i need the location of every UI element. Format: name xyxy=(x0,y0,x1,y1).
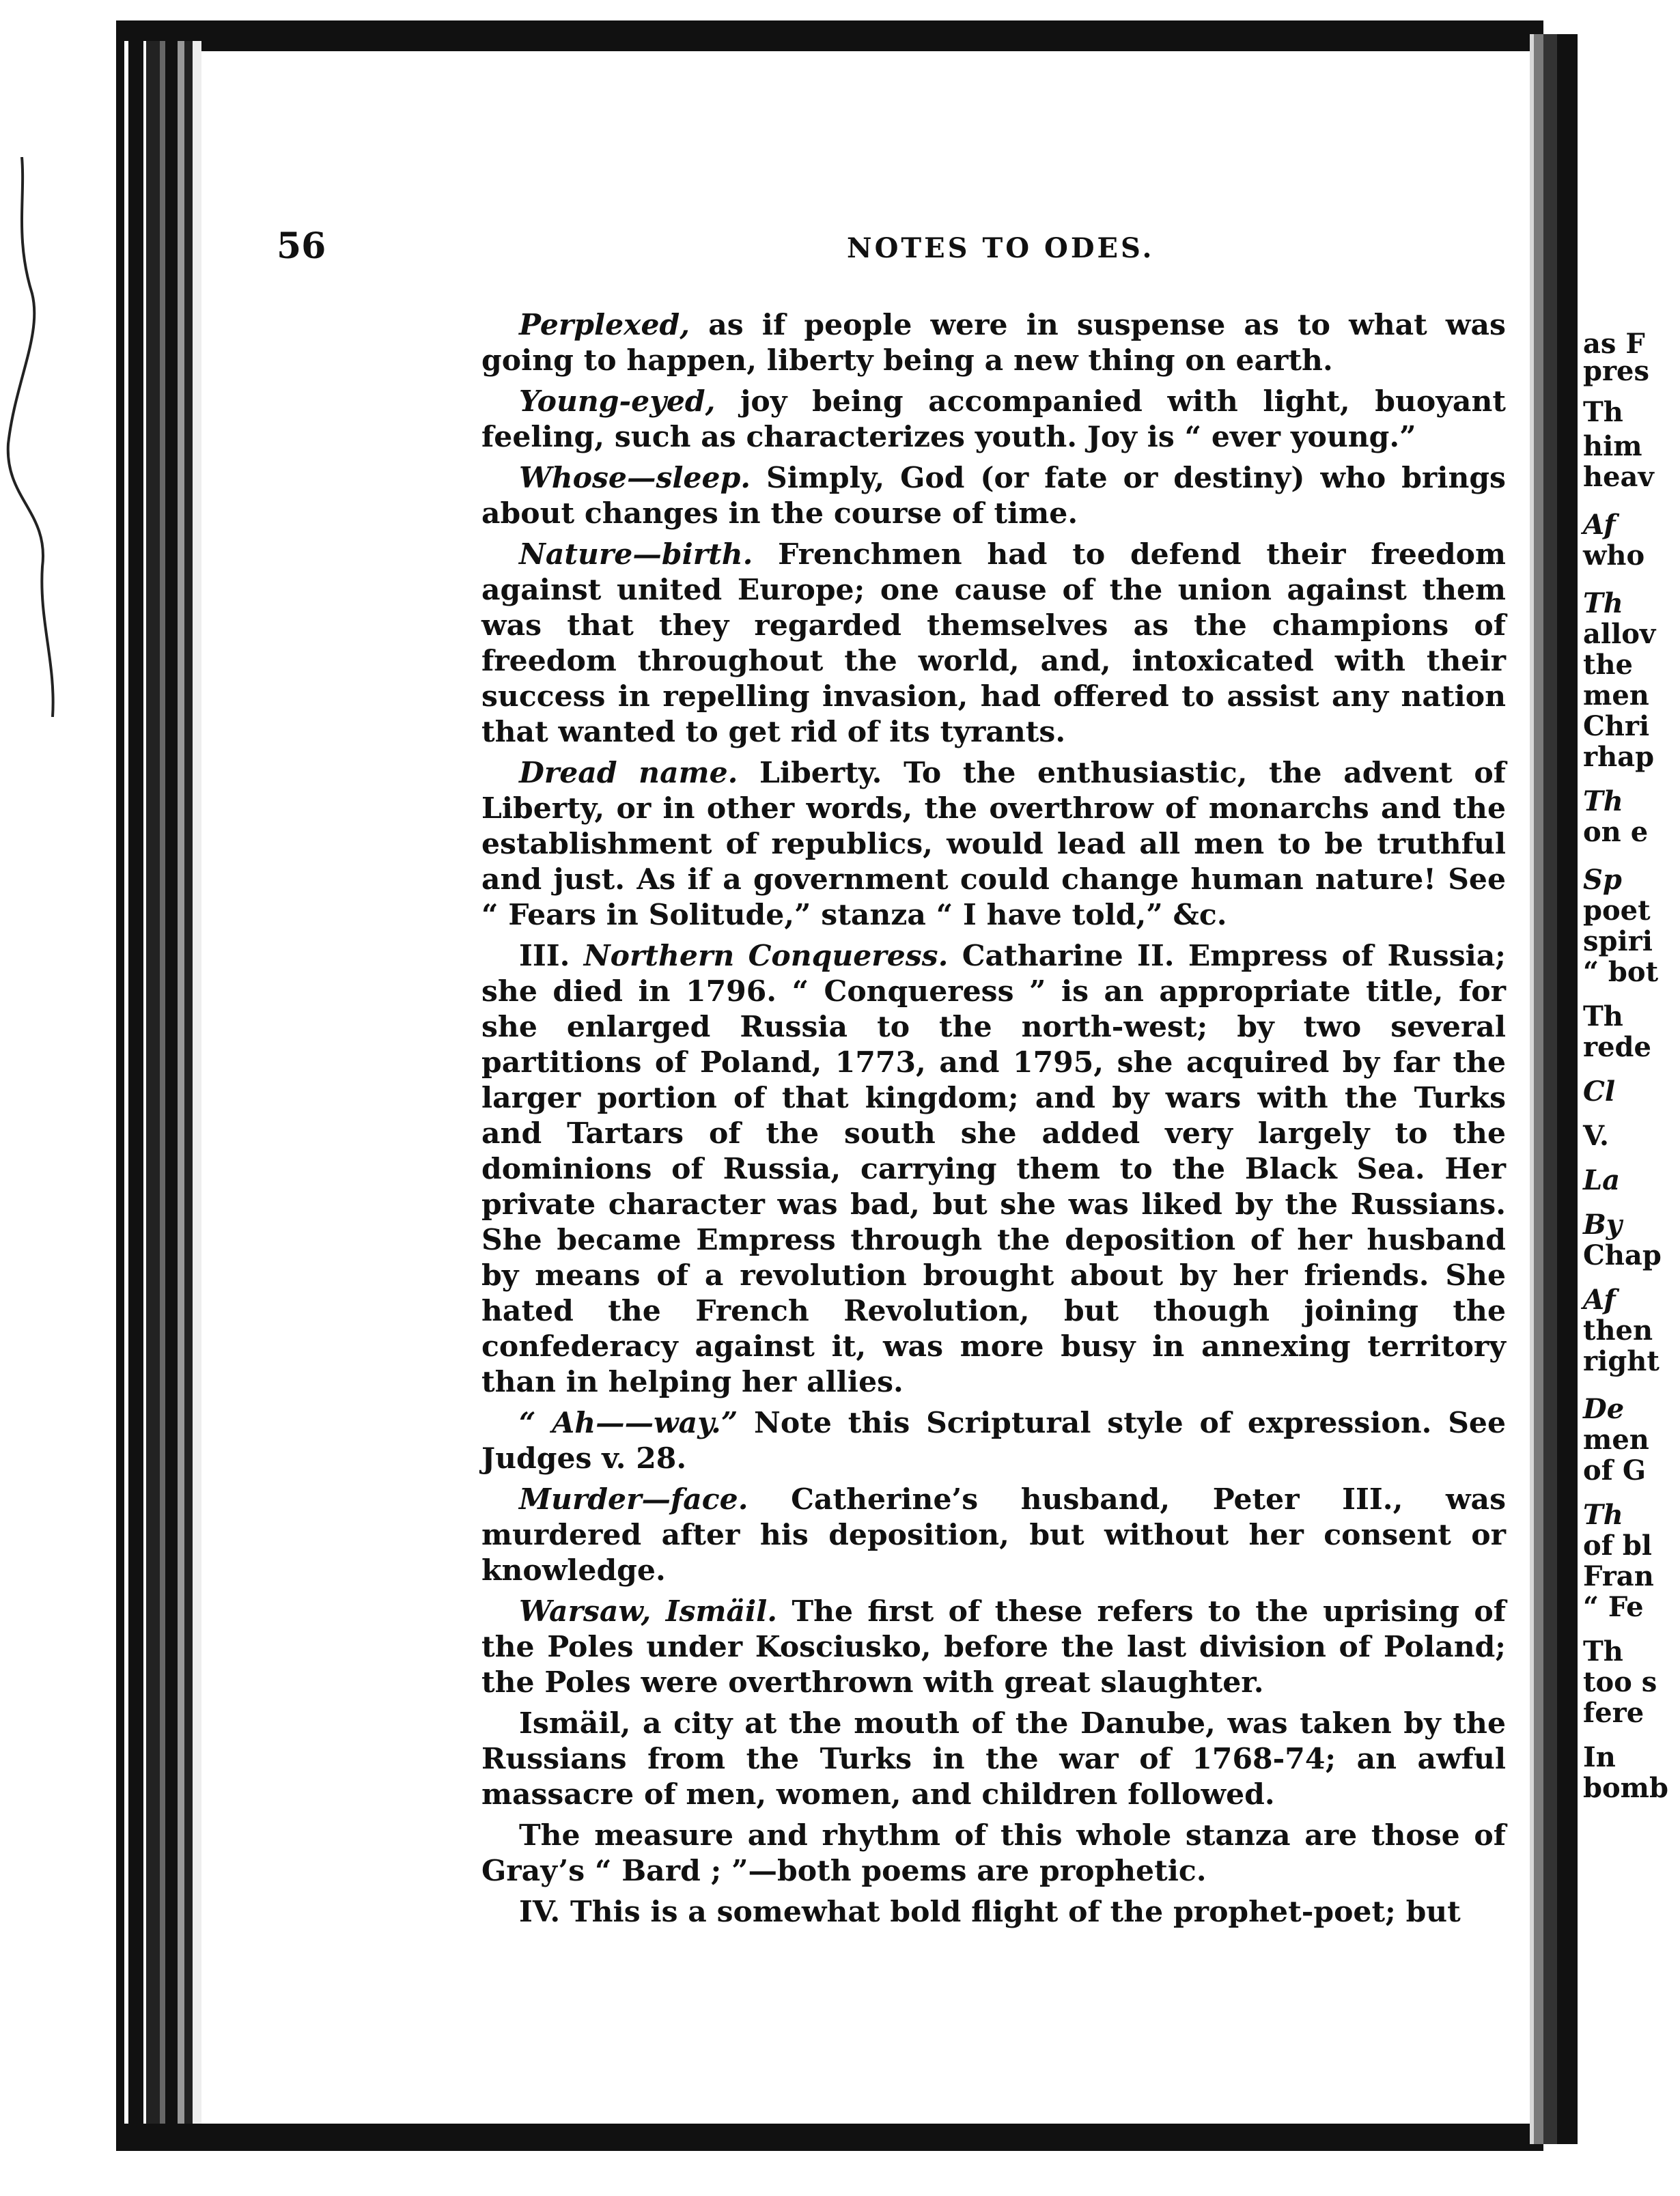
right-page-fragment: Af xyxy=(1583,509,1616,541)
note-lemma: Murder—face. xyxy=(519,1482,748,1517)
note-text: Catharine II. Empress of Russia; she died in 1796. “ Conqueress ” is an appropriate title, for she enlarged Russia to the north-west; by two several partitions of Poland, 1773, and 1795, she acquired by far the larger portion of that kingdom; and by wars with the Turks and Tartars of the south she added very largely to the dominions of Russia, carrying them to the Black Sea. Her private character was bad, but she was liked by the Russians. She became Empress through the deposition of her husband by means of a revolution brought about by her friends. She hated the French Revolution, but though joining the confederacy against it, was more busy in annexing territory than in helping her allies. xyxy=(481,939,1506,1399)
right-page-fragment: Th xyxy=(1583,587,1623,619)
note-lemma: Northern Conqueress. xyxy=(583,939,949,973)
right-page-fragment: Th xyxy=(1583,396,1623,428)
right-page-fragment: spiri xyxy=(1583,925,1653,957)
right-page-edge xyxy=(1578,27,1680,2151)
right-page-fragment: Chap xyxy=(1583,1239,1662,1271)
note-lemma: Warsaw, Ismäil. xyxy=(519,1594,778,1629)
stanza-number: III. xyxy=(519,939,584,973)
right-page-fragment: By xyxy=(1583,1209,1623,1241)
page-number: 56 xyxy=(277,225,326,267)
right-page-fragment: Th xyxy=(1583,1635,1623,1667)
right-page-fragment: as F xyxy=(1583,328,1645,360)
right-page-fragment: men xyxy=(1583,679,1649,712)
right-page-fragment: bomb xyxy=(1583,1772,1668,1804)
right-page-fragment: heav xyxy=(1583,461,1654,493)
right-page-fragment: “ bot xyxy=(1583,956,1659,988)
right-page-fragment: La xyxy=(1583,1164,1621,1196)
right-page-fragment: right xyxy=(1583,1345,1660,1377)
note-text: joy being accompanied with light, buoyant feeling, such as characterizes youth. Joy is “ ever young.” xyxy=(481,384,1506,454)
note-paragraph xyxy=(481,1706,1506,1812)
right-page-fragment: rede xyxy=(1583,1031,1651,1063)
note-lemma: “ Ah——way.” xyxy=(519,1406,738,1440)
right-page-fragment: In xyxy=(1583,1741,1616,1773)
right-page-fragment: Sp xyxy=(1583,864,1622,896)
note-text: Simply, God (or fate or destiny) who brings about changes in the course of time. xyxy=(481,461,1506,531)
note-paragraph xyxy=(481,307,1506,378)
note-paragraph xyxy=(481,384,1506,455)
right-page-fragment: on e xyxy=(1583,816,1649,848)
right-page-fragment: Fran xyxy=(1583,1560,1654,1592)
book-bottom-edge xyxy=(116,2124,1543,2151)
right-page-fragment: pres xyxy=(1583,355,1650,387)
right-page-fragment: the xyxy=(1583,649,1634,681)
note-text: This is a somewhat bold flight of the prophet-poet; but xyxy=(570,1895,1461,1929)
note-paragraph xyxy=(481,1482,1506,1588)
right-page-fragment: of bl xyxy=(1583,1530,1652,1562)
right-page-fragment: Th xyxy=(1583,1000,1623,1032)
note-text: Note this Scriptural style of expression. See Judges v. 28. xyxy=(481,1406,1506,1476)
right-page-fragment: Af xyxy=(1583,1284,1616,1316)
book-spine-edge xyxy=(116,41,201,2137)
scan-margin xyxy=(0,0,113,2196)
note-paragraph xyxy=(481,1594,1506,1700)
right-page-fragment: him xyxy=(1583,430,1642,462)
note-lemma: Whose—sleep. xyxy=(519,461,751,495)
paper-curl-mark xyxy=(1,157,76,717)
note-paragraph xyxy=(481,1894,1506,1930)
note-text: Liberty. To the enthusiastic, the advent of Liberty, or in other words, the overthrow of monarchs and the establishment of republics, would lead all men to be truthful and just. As if a government could change human nature! See “ Fears in Solitude,” stanza “ I have told,” &c. xyxy=(481,756,1506,932)
book-gutter xyxy=(1530,34,1578,2144)
right-page-fragment: allov xyxy=(1583,618,1656,650)
note-paragraph xyxy=(481,460,1506,531)
notes-text xyxy=(481,307,1506,1935)
note-paragraph xyxy=(481,938,1506,1400)
right-page-fragment: Chri xyxy=(1583,710,1650,742)
note-text: The first of these refers to the uprising of the Poles under Kosciusko, before the last division of Poland; the Poles were overthrown with great slaughter. xyxy=(481,1594,1506,1700)
note-text: Ismäil, a city at the mouth of the Danube, was taken by the Russians from the Turks in the war of 1768-74; an awful massacre of men, women, and children followed. xyxy=(481,1706,1506,1812)
note-paragraph xyxy=(481,1818,1506,1889)
book-top-edge xyxy=(116,20,1543,51)
right-page-fragment: poet xyxy=(1583,895,1651,927)
note-text: Catherine’s husband, Peter III., was murdered after his deposition, but without her consent or knowledge. xyxy=(481,1482,1506,1588)
right-page-fragment: Th xyxy=(1583,785,1623,817)
note-paragraph xyxy=(481,755,1506,933)
note-text: as if people were in suspense as to what was going to happen, liberty being a new thing on earth. xyxy=(481,308,1506,378)
right-page-fragment: then xyxy=(1583,1314,1653,1347)
right-page-fragment: who xyxy=(1583,539,1645,572)
note-lemma: Dread name. xyxy=(519,756,738,790)
note-lemma: Nature—birth. xyxy=(519,537,753,572)
right-page-fragment: men xyxy=(1583,1424,1649,1456)
right-page-fragment: V. xyxy=(1583,1120,1609,1152)
note-paragraph xyxy=(481,1405,1506,1476)
stanza-number: IV. xyxy=(519,1895,571,1929)
right-page-fragment: Cl xyxy=(1583,1075,1616,1108)
right-page-fragment: “ Fe xyxy=(1583,1591,1644,1623)
right-page-fragment: rhap xyxy=(1583,741,1655,773)
note-paragraph xyxy=(481,537,1506,750)
note-lemma: Perplexed, xyxy=(519,308,690,342)
right-page-fragment: fere xyxy=(1583,1697,1644,1729)
right-page-fragment: of G xyxy=(1583,1454,1646,1487)
note-text: Frenchmen had to defend their freedom against united Europe; one cause of the union against them was that they regarded themselves as the champions of freedom throughout the world, and, intoxicated with their success in repelling invasion, had offered to assist any nation that wanted to get rid of its tyrants. xyxy=(481,537,1506,749)
note-lemma: Young-eyed, xyxy=(519,384,716,419)
note-text: The measure and rhythm of this whole stanza are those of Gray’s “ Bard ; ”—both poems are prophetic. xyxy=(481,1818,1506,1888)
right-page-fragment: Th xyxy=(1583,1499,1623,1531)
running-title: NOTES TO ODES. xyxy=(847,232,1155,264)
right-page-fragment: too s xyxy=(1583,1666,1657,1698)
right-page-fragment: De xyxy=(1583,1393,1625,1425)
